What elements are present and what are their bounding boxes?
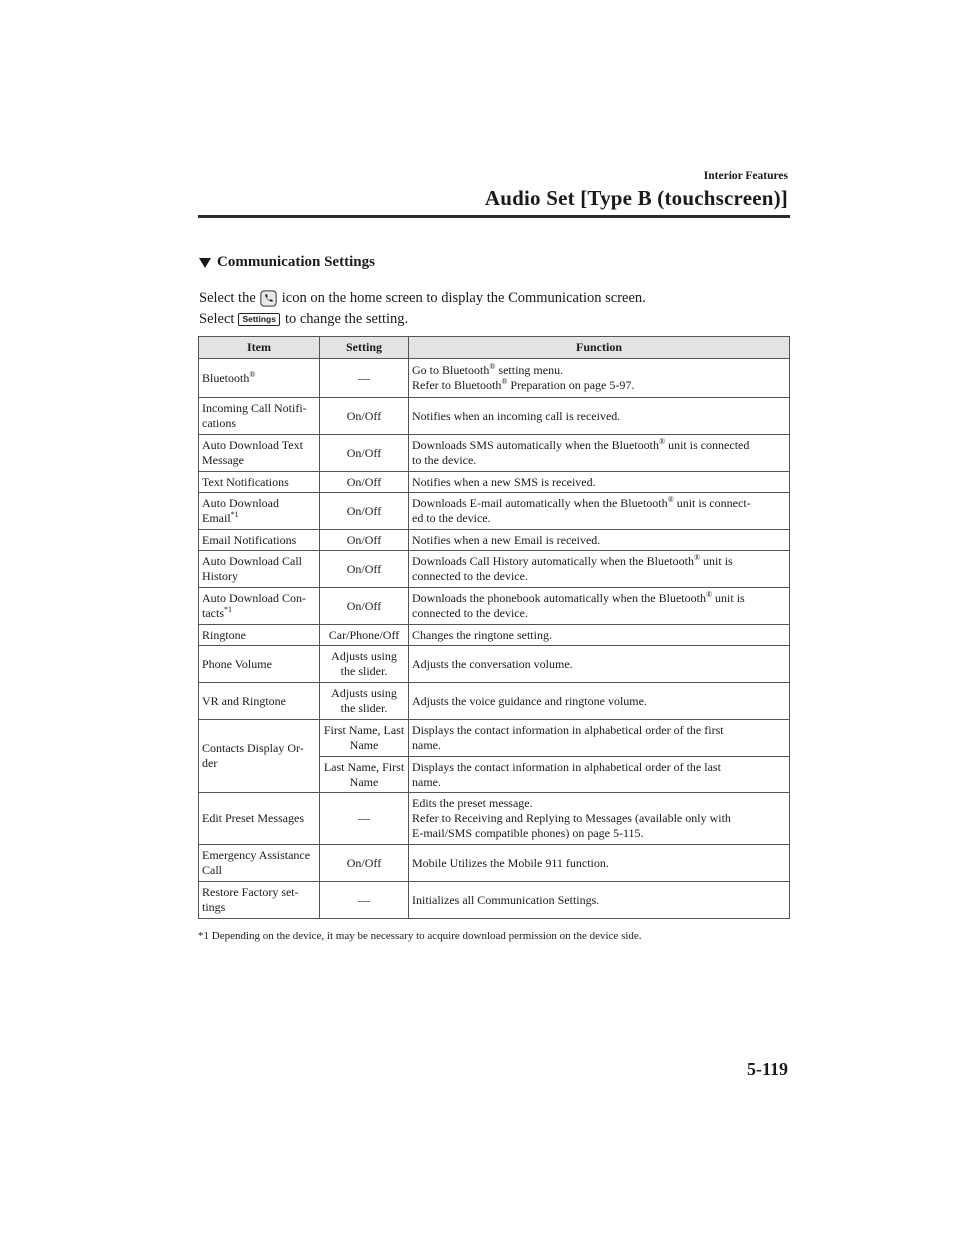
intro-text: Select the: [199, 290, 256, 306]
header-item: Item: [199, 337, 320, 359]
triangle-down-icon: [199, 258, 211, 268]
footnote: *1 Depending on the device, it may be necessary to acquire download permission on the device side.: [198, 930, 642, 942]
cell-item: Emergency Assistance Call: [199, 845, 320, 882]
cell-setting: Adjusts using the slider.: [320, 683, 409, 720]
cell-item: Auto Download Con- tacts$^{*1}$: [199, 588, 320, 625]
cell-function: Changes the ringtone setting.: [409, 625, 790, 646]
header-function: Function: [409, 337, 790, 359]
cell-item: Incoming Call Notifi- cations: [199, 398, 320, 435]
cell-item: Edit Preset Messages: [199, 793, 320, 845]
cell-function: Downloads the phonebook automatically when the Bluetooth® unit is connected to the device.: [409, 588, 790, 625]
table-row: [199, 882, 790, 919]
table-row: [199, 683, 790, 720]
communication-settings-table: [198, 336, 790, 919]
table-row: [199, 793, 790, 845]
cell-item: Auto Download Text Message: [199, 435, 320, 472]
page-header-title: Audio Set [Type B (touchscreen)]: [484, 186, 788, 210]
cell-item: VR and Ringtone: [199, 683, 320, 720]
cell-function: Displays the contact information in alphabetical order of the first name.: [409, 720, 790, 757]
table-row: [199, 493, 790, 530]
cell-setting: —: [320, 882, 409, 919]
section-heading-text: Communication Settings: [217, 254, 375, 270]
cell-function: Adjusts the conversation volume.: [409, 646, 790, 683]
header-setting: Setting: [320, 337, 409, 359]
cell-function: Downloads E-mail automatically when the Bluetooth® unit is connect- ed to the device.: [409, 493, 790, 530]
cell-setting: On/Off: [320, 398, 409, 435]
cell-function: Go to Bluetooth® setting menu. Refer to Bluetooth® Preparation on page 5-97.: [409, 359, 790, 398]
cell-setting: On/Off: [320, 845, 409, 882]
intro-text: icon on the home screen to display the Communication screen.: [281, 290, 646, 306]
table-row: [199, 845, 790, 882]
cell-function: Notifies when a new SMS is received.: [409, 472, 790, 493]
table-row: [199, 530, 790, 551]
cell-function: Downloads SMS automatically when the Bluetooth® unit is connected to the device.: [409, 435, 790, 472]
table-row: [199, 720, 790, 757]
cell-item: Phone Volume: [199, 646, 320, 683]
cell-function: Notifies when an incoming call is received.: [409, 398, 790, 435]
header-rule: [198, 215, 790, 218]
table-header-row: [199, 337, 790, 359]
cell-function: Initializes all Communication Settings.: [409, 882, 790, 919]
table-row: [199, 646, 790, 683]
table-row: [199, 435, 790, 472]
cell-function: Downloads Call History automatically when the Bluetooth® unit is connected to the device.: [409, 551, 790, 588]
cell-setting: Last Name, First Name: [320, 757, 409, 793]
cell-item: Email Notifications: [199, 530, 320, 551]
cell-item: Ringtone: [199, 625, 320, 646]
cell-function: Displays the contact information in alphabetical order of the last name.: [409, 757, 790, 793]
intro-text: to change the setting.: [284, 311, 409, 327]
intro-text: Select: [199, 311, 235, 327]
cell-setting: On/Off: [320, 493, 409, 530]
table-row: [199, 359, 790, 398]
cell-setting: On/Off: [320, 588, 409, 625]
cell-function: Edits the preset message. Refer to Receiving and Replying to Messages (available only with E-mail/SMS compatible phones) on page 5-115.: [409, 793, 790, 845]
header-section-label: Interior Features: [703, 170, 788, 182]
table-row: [199, 588, 790, 625]
cell-setting: —: [320, 359, 409, 398]
cell-item: Auto Download Email$^{*1}$: [199, 493, 320, 530]
intro-line-1: [199, 289, 646, 307]
cell-setting: Car/Phone/Off: [320, 625, 409, 646]
cell-item: Restore Factory set- tings: [199, 882, 320, 919]
intro-line-2: [199, 310, 408, 328]
cell-setting: —: [320, 793, 409, 845]
cell-setting: First Name, Last Name: [320, 720, 409, 757]
cell-setting: On/Off: [320, 472, 409, 493]
cell-item: Auto Download Call History: [199, 551, 320, 588]
table-row: [199, 625, 790, 646]
cell-item: Text Notifications: [199, 472, 320, 493]
cell-setting: On/Off: [320, 530, 409, 551]
cell-setting: Adjusts using the slider.: [320, 646, 409, 683]
table-row: [199, 472, 790, 493]
cell-setting: On/Off: [320, 551, 409, 588]
cell-item: Bluetooth®: [199, 359, 320, 398]
settings-button-icon: Settings: [238, 313, 280, 326]
table-row: [199, 551, 790, 588]
table-row: [199, 398, 790, 435]
cell-function: Adjusts the voice guidance and ringtone volume.: [409, 683, 790, 720]
cell-item: Contacts Display Or- der: [199, 720, 320, 793]
cell-function: Mobile Utilizes the Mobile 911 function.: [409, 845, 790, 882]
phone-icon: [260, 290, 277, 307]
section-heading: [199, 254, 375, 271]
cell-setting: On/Off: [320, 435, 409, 472]
cell-function: Notifies when a new Email is received.: [409, 530, 790, 551]
page-number: 5-119: [746, 1059, 788, 1079]
